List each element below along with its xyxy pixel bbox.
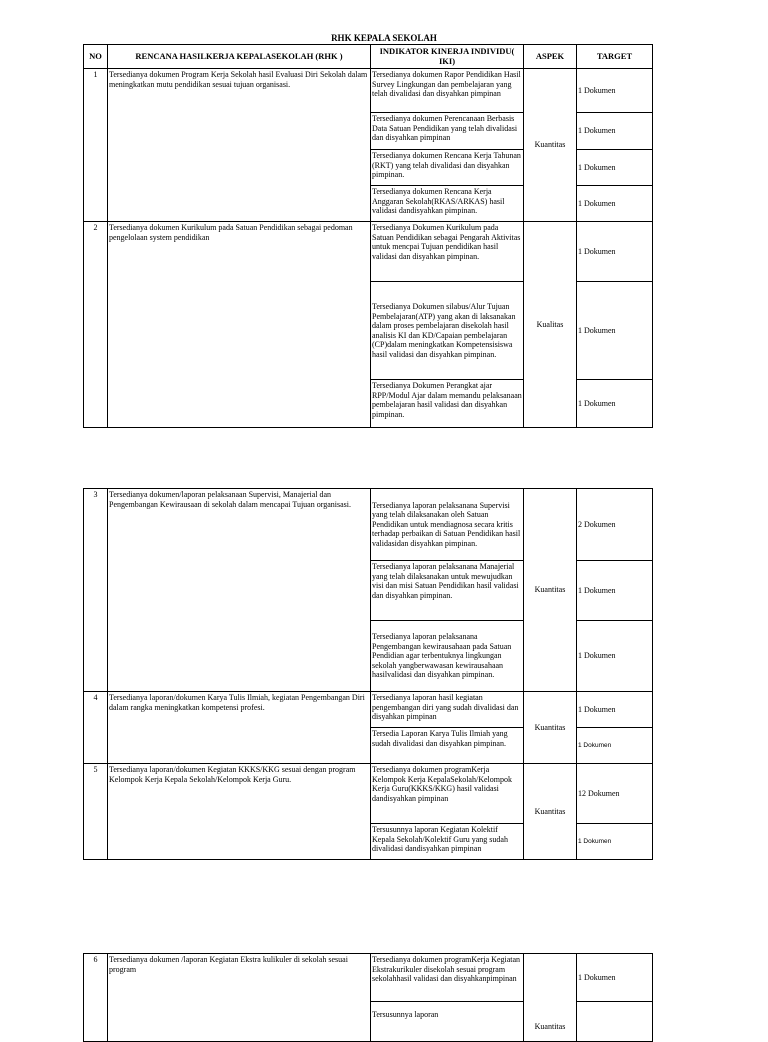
target-cell: 12 Dokumen (577, 764, 653, 824)
aspek-cell: Kuantitas (524, 692, 577, 764)
header-rhk: RENCANA HASILKERJA KEPALASEKOLAH (RHK ) (108, 45, 371, 69)
rhk-cell: Tersedianya laporan/dokumen Kegiatan KKKS/KKG sesuai dengan program Kelompok Kerja Kepala Sekolah/Kelompok Kerja Guru. (108, 764, 371, 860)
document-title: RHK KEPALA SEKOLAH (331, 33, 437, 43)
iki-cell: Tersedianya laporan pelaksanana Pengembangan kewirausahaan pada Satuan Pendidian agar terbentuknya lingkungan sekolah yangberwawasan kewirausahaan hasilvalidasi dan disyahkan pimpinan. (371, 621, 524, 692)
rhk-cell: Tersedianya laporan/dokumen Karya Tulis Ilmiah, kegiatan Pengembangan Diri dalam rangka meningkatkan kompetensi profesi. (108, 692, 371, 764)
target-cell (577, 824, 653, 860)
iki-cell: Tersedianya Dokumen Kurikulum pada Satuan Pendidikan sebagai Pengarah Aktivitas untuk mencpai Tujuan pendidikan hasil validasi dan disyahkan pimpinan. (371, 222, 524, 282)
target-small-text: 1 Dokumen (578, 838, 612, 846)
iki-cell: Tersedianya dokumen programKerja Kelompok Kerja KepalaSekolah/Kelompok Kerja Guru(KKKS/KKG) hasil validasi dandisyahkan pimpinan (371, 764, 524, 824)
aspek-cell: Kuantitas (524, 764, 577, 860)
target-cell: 1 Dokumen (577, 954, 653, 1002)
target-cell (577, 1002, 653, 1042)
iki-cell: Tersedianya dokumen Rencana Kerja Anggaran Sekolah(RKAS/ARKAS) hasil validasi dandisyahkan pimpinan. (371, 186, 524, 222)
row-number: 1 (84, 69, 108, 222)
iki-cell: Tersedianya laporan hasil kegiatan pengembangan diri yang sudah divalidasi dan disyahkan pimpinan (371, 692, 524, 728)
target-cell: 1 Dokumen (577, 621, 653, 692)
rhk-cell: Tersedianya dokumen/laporan pelaksanaan Supervisi, Manajerial dan Pengembangan Kewirausaan di sekolah dalam mencapai Tujuan organisasi. (108, 489, 371, 692)
iki-cell: Tersedianya dokumen programKerja Kegiatan Ekstrakurikuler disekolah sesuai program sekolahhasil validasi dan disyahkanpimpinan (371, 954, 524, 1002)
iki-cell: Tersedianya dokumen Rencana Kerja Tahunan (RKT) yang telah divalidasi dan disyahkan pimpinan. (371, 150, 524, 186)
table-row (84, 692, 653, 728)
aspek-cell: Kuantitas (524, 69, 577, 222)
target-cell: 1 Dokumen (577, 69, 653, 113)
row-number: 4 (84, 692, 108, 764)
iki-cell: Tersedia Laporan Karya Tulis Ilmiah yang sudah divalidasi dan disyahkan pimpinan. (371, 728, 524, 764)
aspek-cell: Kuantitas (524, 954, 577, 1042)
target-cell: 1 Dokumen (577, 380, 653, 428)
iki-cell: Tersusunnya laporan Kegiatan Kolektif Kepala Sekolah/Kolektif Guru yang sudah divalidasi dandisyahkan pimpinan (371, 824, 524, 860)
target-small-text: 1 Dokumen (578, 742, 612, 750)
table-row (84, 69, 653, 113)
aspek-cell: Kuantitas (524, 489, 577, 692)
iki-cell: Tersedianya laporan pelaksanana Supervisi yang telah dilaksanakan oleh Satuan Pendidikan untuk mendiagnosa secara kritis terhadap perbaikan di Satuan Pendidikan hasil validasidan disyahkan pimpinan. (371, 489, 524, 561)
table-row (84, 954, 653, 1002)
target-cell: 1 Dokumen (577, 692, 653, 728)
header-target: TARGET (577, 45, 653, 69)
iki-cell: Tersusunnya laporan (371, 1002, 524, 1042)
target-cell: 1 Dokumen (577, 186, 653, 222)
rhk-table-page-3 (83, 953, 653, 1042)
rhk-table-page-1 (83, 44, 653, 428)
iki-cell: Tersedianya dokumen Rapor Pendidikan Hasil Survey Lingkungan dan pembelajaran yang telah divalidasi dan disyahkan pimpinan (371, 69, 524, 113)
header-no: NO (84, 45, 108, 69)
rhk-table-page-2 (83, 488, 653, 860)
iki-cell: Tersedianya Dokumen Perangkat ajar RPP/Modul Ajar dalam memandu pelaksanaan pembelajaran hasil validasi dan disyahkan pimpinan. (371, 380, 524, 428)
iki-cell: Tersedianya laporan pelaksanana Manajerial yang telah dilaksanakan untuk mewujudkan visi dan misi Satuan Pendidikan hasil validasi dan disyahkan pimpinan. (371, 561, 524, 621)
header-aspek: ASPEK (524, 45, 577, 69)
iki-cell: Tersedianya Dokumen silabus/Alur Tujuan Pembelajaran(ATP) yang akan di laksanakan dalam proses pembelajaran disekolah hasil analisis KI dan KD/Capaian pembelajaran (CP)dalam meningkatkan Kompetensisiswa hasil validasi dan disyahkan pimpinan. (371, 282, 524, 380)
iki-cell: Tersedianya dokumen Perencanaan Berbasis Data Satuan Pendidikan yang telah divalidasi dan disyahkan pimpinan (371, 113, 524, 150)
target-cell: 2 Dokumen (577, 489, 653, 561)
aspek-cell: Kualitas (524, 222, 577, 428)
table-row (84, 489, 653, 561)
target-cell: 1 Dokumen (577, 150, 653, 186)
row-number: 3 (84, 489, 108, 692)
rhk-cell: Tersedianya dokumen Program Kerja Sekolah hasil Evaluasi Diri Sekolah dalam meningkatkan mutu pendidikan sesuai tujuan organisasi. (108, 69, 371, 222)
header-iki: INDIKATOR KINERJA INDIVIDU( IKI) (371, 45, 524, 69)
table-row (84, 764, 653, 824)
target-cell (577, 728, 653, 764)
rhk-cell: Tersedianya dokumen Kurikulum pada Satuan Pendidikan sebagai pedoman pengelolaan system pendidikan (108, 222, 371, 428)
target-cell: 1 Dokumen (577, 282, 653, 380)
target-cell: 1 Dokumen (577, 222, 653, 282)
row-number: 6 (84, 954, 108, 1042)
target-cell: 1 Dokumen (577, 561, 653, 621)
row-number: 5 (84, 764, 108, 860)
table-row (84, 222, 653, 282)
target-cell: 1 Dokumen (577, 113, 653, 150)
row-number: 2 (84, 222, 108, 428)
rhk-cell: Tersedianya dokumen /laporan Kegiatan Ekstra kulikuler di sekolah sesuai program (108, 954, 371, 1042)
